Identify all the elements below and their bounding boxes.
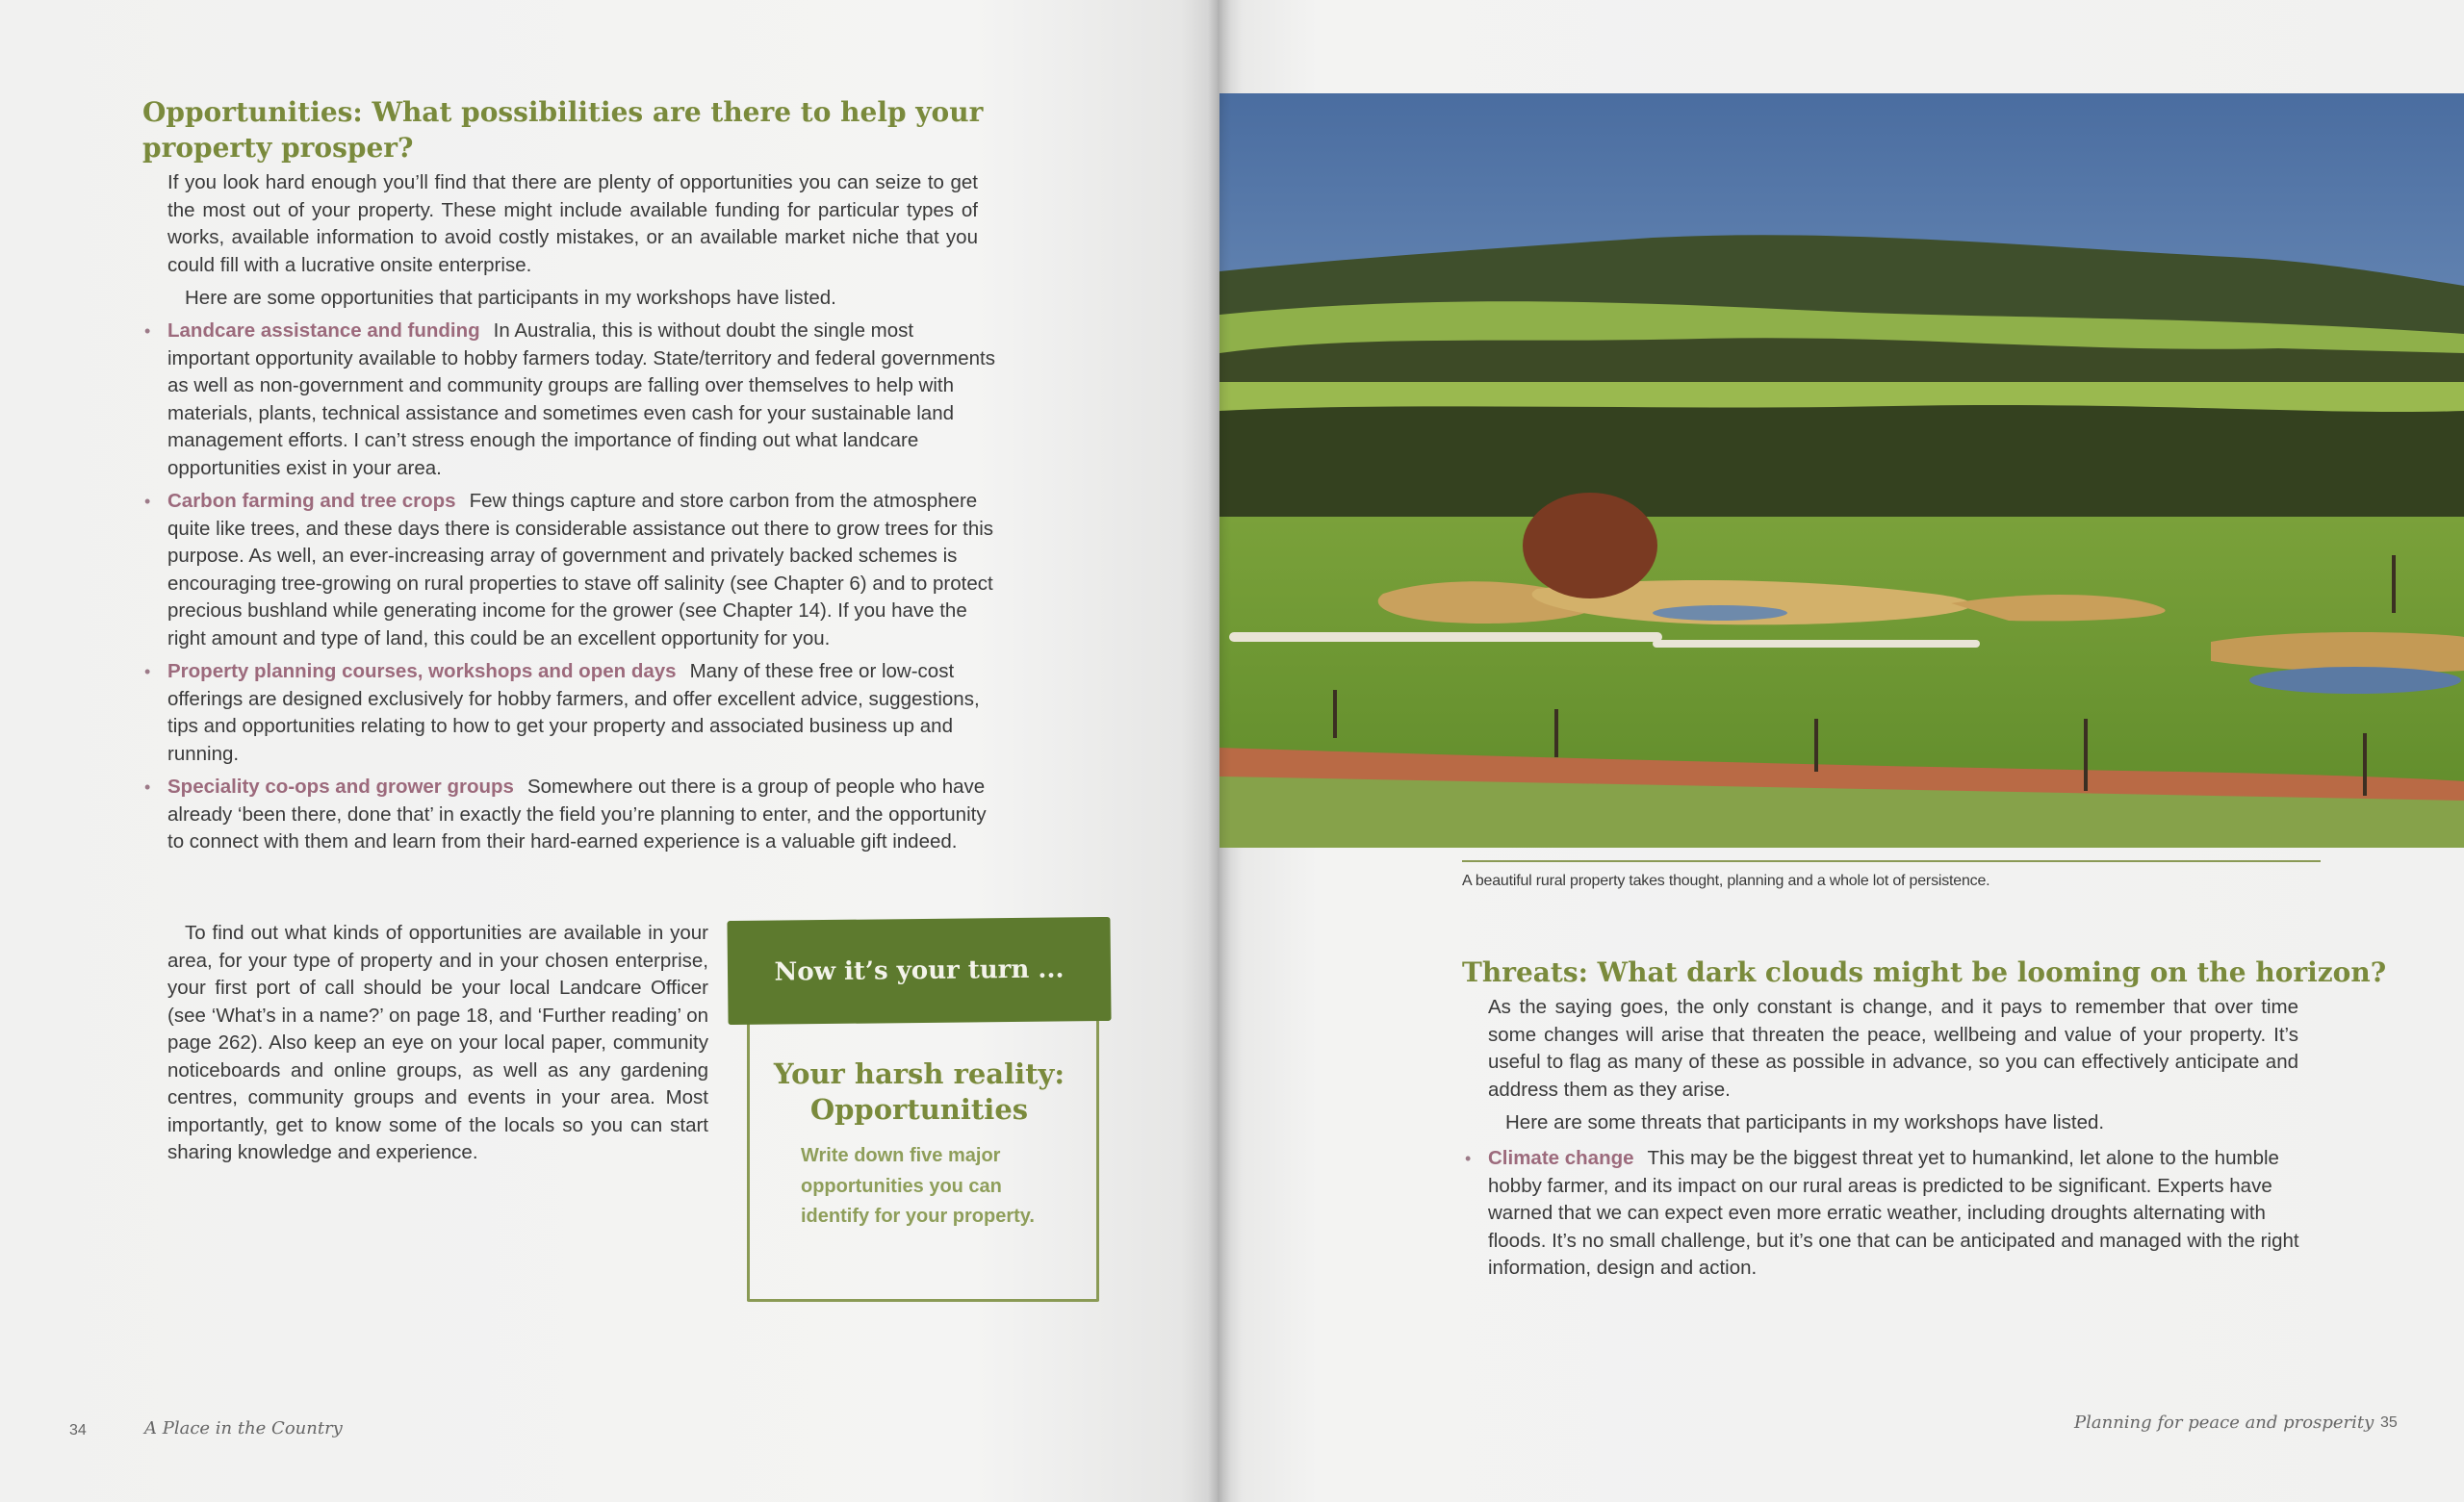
threats-intro <box>1488 994 2298 1137</box>
bullet-text: In Australia, this is without doubt the single most important opportunity available to hobby farmers today. State/territory and federal governments as well as non-government and community groups are falling over themselves to help with materials, plants, technical assistance and sometimes even cash for your sustainable land management efforts. I can’t stress enough the importance of finding out what landcare opportunities exist in your area. <box>167 319 995 479</box>
running-title-left: A Place in the Country <box>144 1418 343 1438</box>
book-gutter <box>1208 0 1231 1502</box>
opportunities-intro <box>167 169 978 313</box>
running-title-right: Planning for peace and prosperity <box>2074 1413 2374 1433</box>
callout-title: Your harsh reality: Opportunities <box>773 1057 1065 1126</box>
bullet-term: Speciality co-ops and grower groups <box>167 776 514 798</box>
bullet-icon: • <box>144 321 151 341</box>
bullet-icon: • <box>144 777 151 797</box>
lead-paragraph: Here are some opportunities that participants in my workshops have listed. <box>185 287 836 309</box>
left-page <box>0 0 1218 1502</box>
callout-banner-label: Now it’s your turn ... <box>774 955 1065 987</box>
bullet-text: Few things capture and store carbon from the atmosphere quite like trees, and these days there is considerable assistance out there to grow trees for this purpose. As well, an ever-increasing array of government and privately backed schemes is encouraging tree-growing on rural properties to stave off salinity (see Chapter 6) and to protect precious bushland while generating income for the grower (see Chapter 14). If you have the right amount and type of land, this could be an excellent opportunity for you. <box>167 490 994 649</box>
landscape-illustration <box>1219 93 2464 848</box>
rural-landscape-photo <box>1219 93 2464 848</box>
closing-paragraph: To find out what kinds of opportunities are available in your area, for your type of property and in your chosen enterprise, your first port of call should be your local Landcare Officer (see ‘What’s in a name?’ on page 18, and ‘Further reading’ on page 262). Also keep an eye on your local paper, community noticeboards and online groups, as well as any gardening centres, community groups and events in your area. Most importantly, get to know some of the locals so you can start sharing knowledge and experience. <box>167 922 708 1163</box>
list-item <box>1465 1145 2306 1283</box>
callout-banner <box>727 917 1111 1025</box>
bullet-term: Carbon farming and tree crops <box>167 490 456 512</box>
bullet-icon: • <box>144 662 151 681</box>
list-item <box>144 488 995 652</box>
bullet-text: This may be the biggest threat yet to humankind, let alone to the humble hobby farmer, and its impact on our rural areas is predicted to be significant. Experts have warned that we can expect even more erratic weather, including droughts alternating with floods. It’s no small challenge, but it’s one that can be anticipated and managed with the right information, design and action. <box>1488 1147 2299 1279</box>
bullet-term: Landcare assistance and funding <box>167 319 480 342</box>
threats-list <box>1465 1145 2306 1288</box>
bullet-term: Property planning courses, workshops and open days <box>167 660 677 682</box>
threats-intro-paragraph: As the saying goes, the only constant is change, and it pays to remember that over time some changes will arise that threaten the peace, wellbeing and value of your property. It’s useful to flag as many of these as possible in advance, so you can effectively anticipate and address them as they arise. <box>1488 996 2298 1101</box>
opportunities-heading: Opportunities: What possibilities are there to help your property prosper? <box>142 96 984 164</box>
photo-caption: A beautiful rural property takes thought, planning and a whole lot of persistence. <box>1462 873 1990 889</box>
caption-rule <box>1462 860 2321 862</box>
threats-lead-paragraph: Here are some threats that participants in my workshops have listed. <box>1505 1111 2105 1133</box>
list-item <box>144 318 995 482</box>
bullet-icon: • <box>144 492 151 511</box>
bullet-text: Somewhere out there is a group of people who have already ‘been there, done that’ in exactly the field you’re planning to enter, and the opportunity to connect with them and learn from their hard-earned experience is a valuable gift indeed. <box>167 776 987 853</box>
threats-heading: Threats: What dark clouds might be looming on the horizon? <box>1462 956 2387 988</box>
callout-body: Write down five major opportunities you can identify for your property. <box>801 1145 1035 1227</box>
bullet-text: Many of these free or low-cost offerings are designed exclusively for hobby farmers, and offer excellent advice, suggestions, tips and opportunities relating to how to get your property and associated business up and running. <box>167 660 980 765</box>
bullet-icon: • <box>1465 1149 1472 1168</box>
page-number-right: 35 <box>2380 1414 2398 1431</box>
opportunities-list <box>144 318 995 862</box>
page-number-left: 34 <box>69 1422 87 1438</box>
list-item <box>144 658 995 768</box>
intro-paragraph: If you look hard enough you’ll find that there are plenty of opportunities you can seize to get the most out of your property. These might include available funding for particular types of works, available information to avoid costly mistakes, or an available market niche that you could fill with a lucrative onsite enterprise. <box>167 171 978 276</box>
closing-paragraph-block <box>167 920 708 1167</box>
list-item <box>144 774 995 856</box>
bullet-term: Climate change <box>1488 1147 1634 1169</box>
